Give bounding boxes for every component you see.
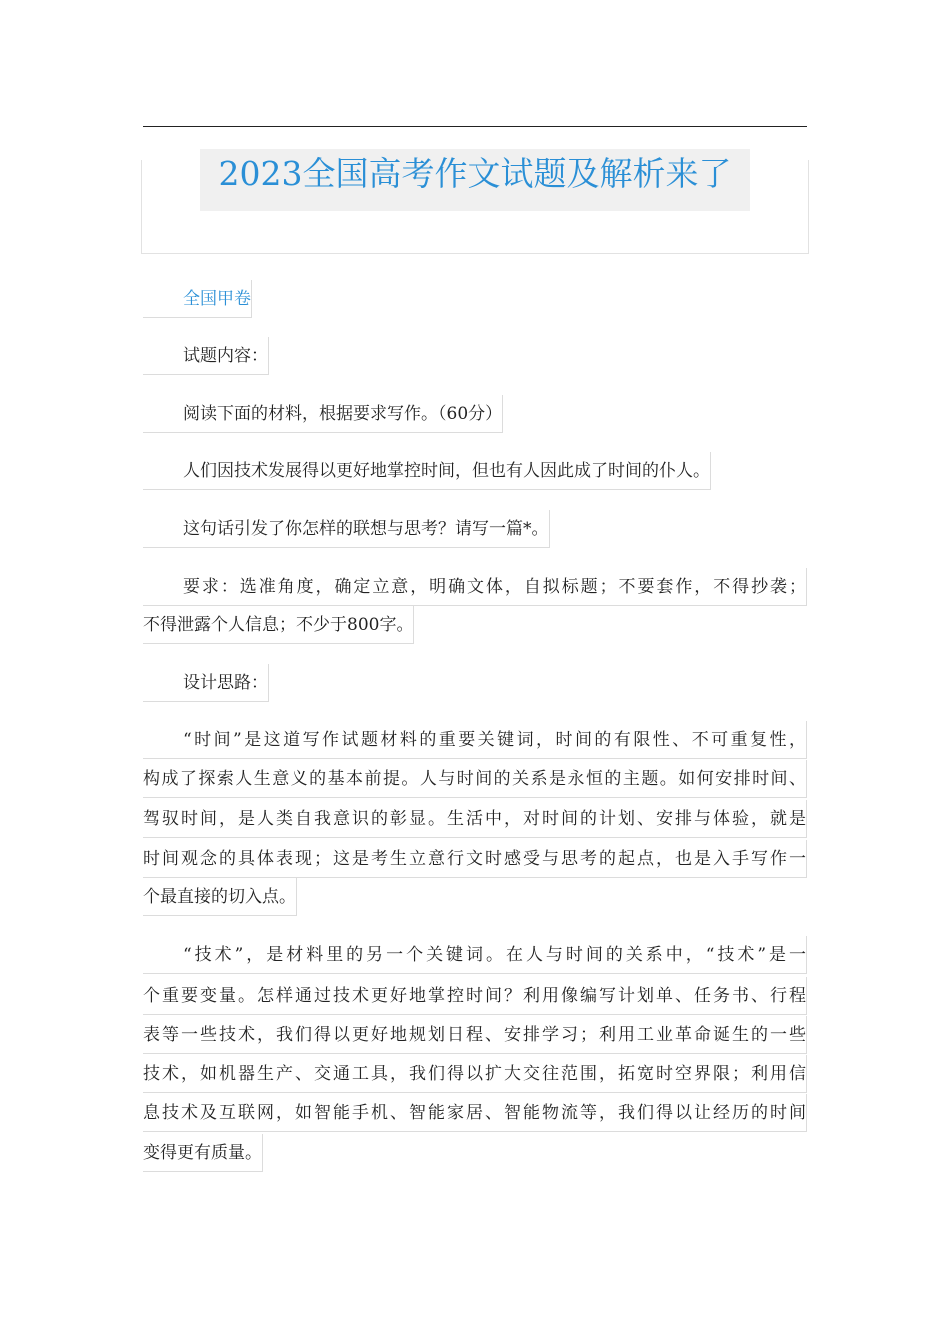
- paragraph2-line: 个重要变量。怎样通过技术更好地掌控时间？利用像编写计划单、任务书、行程: [143, 977, 807, 1015]
- paragraph2-line: 表等一些技术，我们得以更好地规划日程、安排学习；利用工业革命诞生的一些: [143, 1016, 807, 1054]
- paragraph2-line: 息技术及互联网，如智能手机、智能家居、智能物流等，我们得以让经历的时间: [143, 1094, 807, 1132]
- paragraph2-line: 技术，如机器生产、交通工具，我们得以扩大交往范围，拓宽时空界限；利用信: [143, 1055, 807, 1093]
- prompt-question: 这句话引发了你怎样的联想与思考？请写一篇*。: [143, 510, 550, 548]
- design-label: 设计思路：: [143, 664, 269, 702]
- section-heading: 全国甲卷: [143, 280, 252, 318]
- paragraph1-line: 构成了探索人生意义的基本前提。人与时间的关系是永恒的主题。如何安排时间、: [143, 760, 807, 798]
- page-title: 2023全国高考作文试题及解析来了: [218, 154, 732, 193]
- paragraph2-line: 变得更有质量。: [143, 1134, 263, 1172]
- content-label: 试题内容：: [143, 337, 269, 375]
- paragraph1-line: 个最直接的切入点。: [143, 878, 297, 916]
- top-rule: [143, 126, 807, 127]
- paragraph1-line: 时间观念的具体表现；这是考生立意行文时感受与思考的起点，也是入手写作一: [143, 840, 807, 878]
- paragraph2-line: “技术”，是材料里的另一个关键词。在人与时间的关系中，“技术”是一: [143, 936, 807, 974]
- requirements-line: 不得泄露个人信息；不少于800字。: [143, 606, 414, 644]
- paragraph1-line: “时间”是这道写作试题材料的重要关键词，时间的有限性、不可重复性，: [143, 721, 807, 759]
- prompt-material: 人们因技术发展得以更好地掌控时间，但也有人因此成了时间的仆人。: [143, 452, 711, 490]
- prompt-instruction: 阅读下面的材料，根据要求写作。（60分）: [143, 395, 503, 433]
- requirements-line: 要求：选准角度，确定立意，明确文体，自拟标题；不要套作，不得抄袭；: [143, 568, 807, 606]
- paragraph1-line: 驾驭时间，是人类自我意识的彰显。生活中，对时间的计划、安排与体验，就是: [143, 800, 807, 838]
